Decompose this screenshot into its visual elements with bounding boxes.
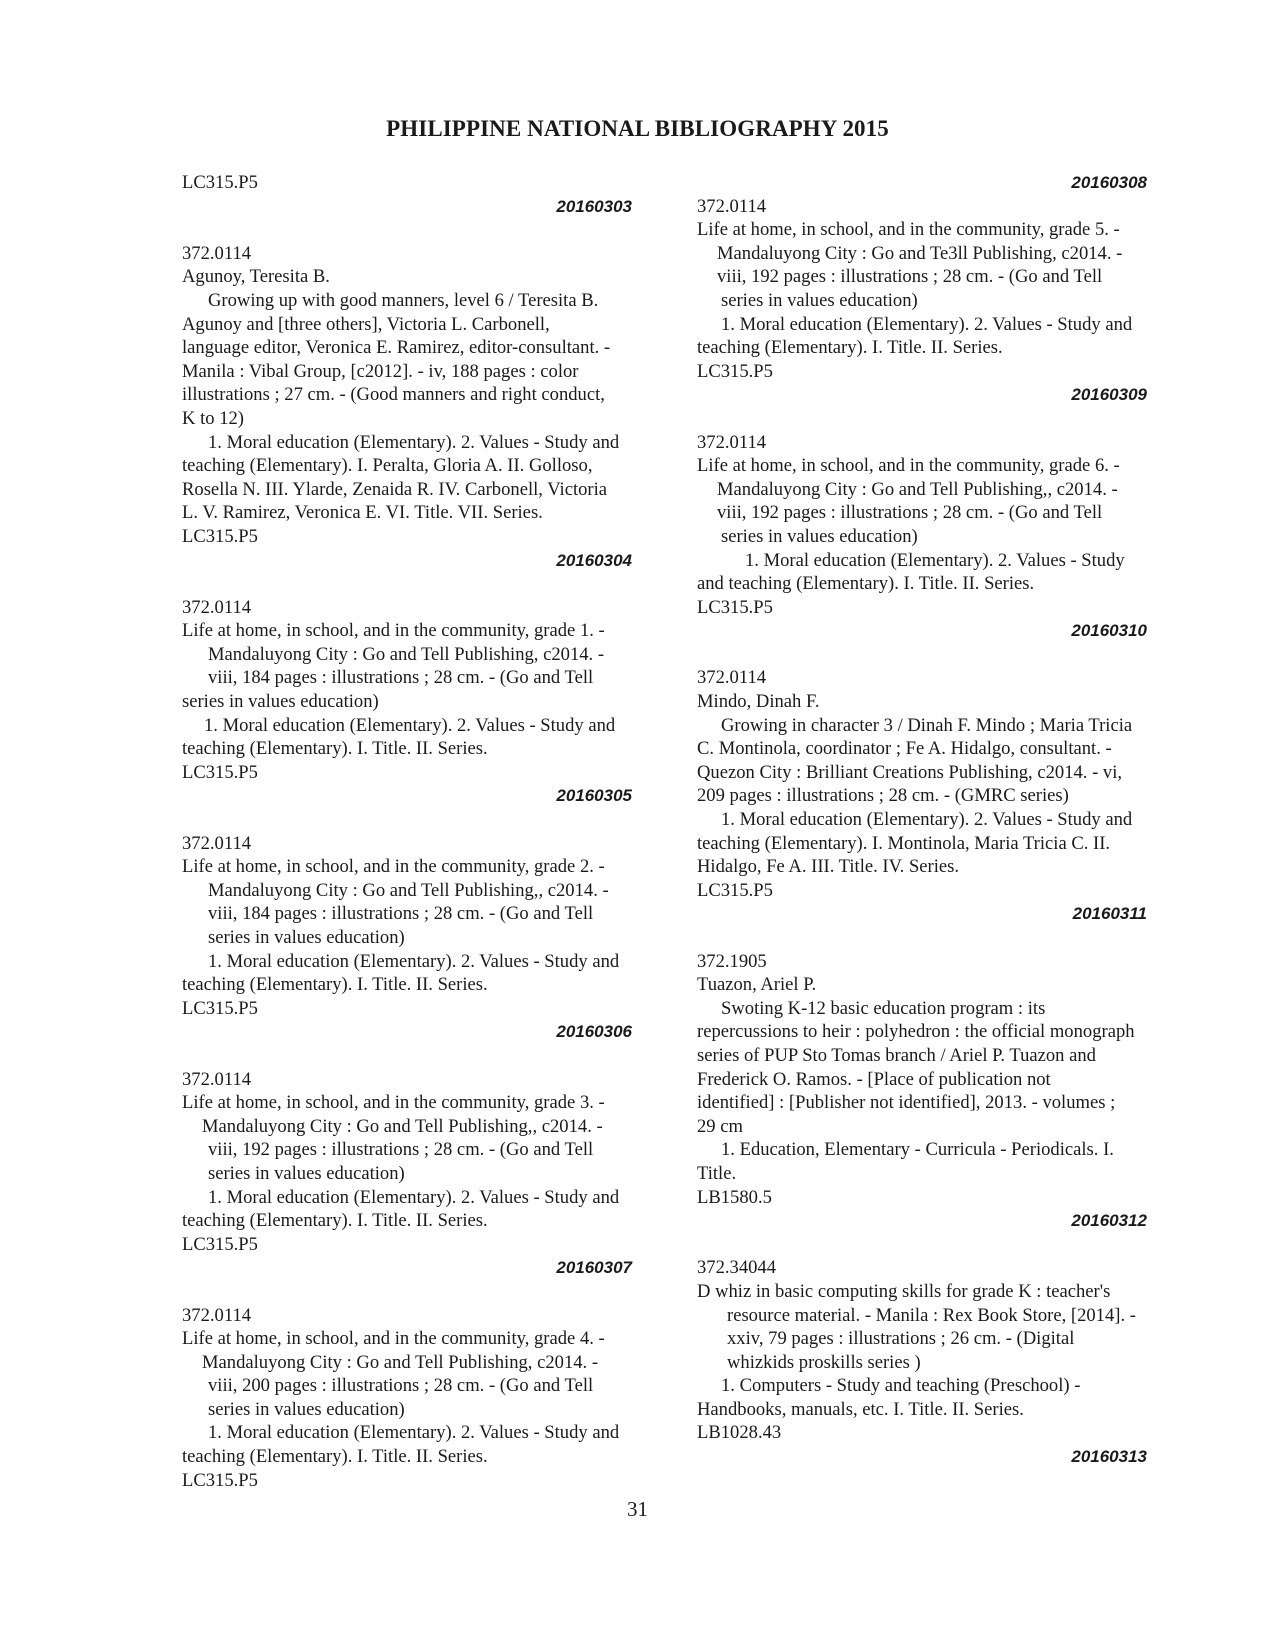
entry-text: and teaching (Elementary). I. Title. II. Series. bbox=[697, 573, 1035, 595]
record-number: 20160303 bbox=[556, 196, 632, 216]
entry-text: Hidalgo, Fe A. III. Title. IV. Series. bbox=[697, 856, 960, 878]
title-entry: Life at home, in school, and in the community, grade 1. - bbox=[182, 620, 605, 642]
call-number: LB1028.43 bbox=[697, 1422, 782, 1444]
imprint: Mandaluyong City : Go and Tell Publishing,, c2014. - bbox=[717, 478, 1118, 500]
title-entry: Life at home, in school, and in the community, grade 4. - bbox=[182, 1328, 605, 1350]
title-entry: D whiz in basic computing skills for grade K : teacher's bbox=[697, 1280, 1111, 1302]
entry-text: Quezon City : Brilliant Creations Publishing, c2014. - vi, bbox=[697, 761, 1123, 783]
description: viii, 184 pages : illustrations ; 28 cm. - (Go and Tell bbox=[208, 667, 594, 689]
imprint: Mandaluyong City : Go and Tell Publishing, c2014. - bbox=[202, 1351, 599, 1373]
entry-text: Title. bbox=[697, 1162, 737, 1184]
entry-text: Agunoy and [three others], Victoria L. Carbonell, bbox=[182, 313, 550, 335]
entry-text: language editor, Veronica E. Ramirez, editor-consultant. - bbox=[182, 337, 611, 359]
subjects: 1. Moral education (Elementary). 2. Values - Study and bbox=[204, 714, 616, 736]
subjects: 1. Moral education (Elementary). 2. Values - Study and bbox=[721, 313, 1133, 335]
blank-line bbox=[697, 407, 1187, 431]
record-number: 20160313 bbox=[1071, 1447, 1147, 1467]
title-entry: Life at home, in school, and in the community, grade 3. - bbox=[182, 1092, 605, 1114]
subjects: 1. Moral education (Elementary). 2. Values - Study and bbox=[208, 431, 620, 453]
call-number: LC315.P5 bbox=[182, 172, 258, 193]
entry-text: illustrations ; 27 cm. - (Good manners and right conduct, bbox=[182, 384, 605, 406]
call-number: LC315.P5 bbox=[182, 525, 258, 547]
record-number: 20160311 bbox=[1072, 904, 1147, 924]
series: series in values education) bbox=[721, 289, 918, 311]
entry-text: repercussions to heir : polyhedron : the official monograph bbox=[697, 1021, 1135, 1043]
imprint: Mandaluyong City : Go and Tell Publishing,, c2014. - bbox=[208, 879, 609, 901]
record-number: 20160310 bbox=[1071, 621, 1147, 641]
description: viii, 192 pages : illustrations ; 28 cm. - (Go and Tell bbox=[717, 502, 1103, 524]
entry-text: teaching (Elementary). I. Title. II. Series. bbox=[182, 974, 488, 996]
description: viii, 192 pages : illustrations ; 28 cm. - (Go and Tell bbox=[717, 266, 1103, 288]
class-number: 372.0114 bbox=[697, 431, 767, 453]
imprint: Mandaluyong City : Go and Tell Publishing, c2014. - bbox=[208, 643, 605, 665]
subjects: 1. Moral education (Elementary). 2. Values - Study and bbox=[208, 1422, 620, 1444]
record-number: 20160307 bbox=[556, 1258, 632, 1278]
title-entry: Life at home, in school, and in the community, grade 2. - bbox=[182, 856, 605, 878]
entry-text: teaching (Elementary). I. Title. II. Series. bbox=[182, 1210, 488, 1232]
entry-text: 209 pages : illustrations ; 28 cm. - (GMRC series) bbox=[697, 785, 1069, 807]
class-number: 372.0114 bbox=[697, 667, 767, 689]
page-number: 31 bbox=[627, 1497, 648, 1521]
subjects: 1. Education, Elementary - Curricula - Periodicals. I. bbox=[721, 1139, 1114, 1161]
blank-line bbox=[182, 1280, 672, 1304]
series: series in values education) bbox=[721, 525, 918, 547]
subjects: 1. Moral education (Elementary). 2. Values - Study bbox=[745, 549, 1125, 571]
series: whizkids proskills series ) bbox=[727, 1351, 921, 1373]
title-entry: Life at home, in school, and in the community, grade 6. - bbox=[697, 455, 1120, 477]
title-statement: Swoting K-12 basic education program : its bbox=[721, 997, 1046, 1019]
imprint: Mandaluyong City : Go and Te3ll Publishing, c2014. - bbox=[717, 242, 1123, 264]
class-number: 372.1905 bbox=[697, 950, 767, 972]
title-entry: Life at home, in school, and in the community, grade 5. - bbox=[697, 219, 1120, 241]
blank-line bbox=[697, 643, 1187, 667]
entry-text: L. V. Ramirez, Veronica E. VI. Title. VII. Series. bbox=[182, 502, 543, 524]
subjects: 1. Moral education (Elementary). 2. Values - Study and bbox=[208, 950, 620, 972]
title-statement: Growing up with good manners, level 6 / Teresita B. bbox=[208, 289, 599, 311]
call-number: LB1580.5 bbox=[697, 1186, 772, 1208]
record-number: 20160312 bbox=[1071, 1211, 1147, 1231]
record-number: 20160305 bbox=[556, 786, 632, 806]
class-number: 372.0114 bbox=[182, 596, 252, 618]
subjects: 1. Moral education (Elementary). 2. Values - Study and bbox=[721, 809, 1133, 831]
call-number: LC315.P5 bbox=[182, 761, 258, 783]
entry-text: teaching (Elementary). I. Peralta, Gloria A. II. Golloso, bbox=[182, 455, 593, 477]
entry-text: 29 cm bbox=[697, 1115, 743, 1137]
class-number: 372.0114 bbox=[182, 832, 252, 854]
call-number: LC315.P5 bbox=[697, 596, 773, 618]
entry-text: teaching (Elementary). I. Title. II. Series. bbox=[182, 738, 488, 760]
call-number: LC315.P5 bbox=[182, 1469, 258, 1491]
imprint: resource material. - Manila : Rex Book Store, [2014]. - bbox=[727, 1304, 1136, 1326]
series: series in values education) bbox=[182, 691, 379, 713]
author: Tuazon, Ariel P. bbox=[697, 974, 817, 996]
blank-line bbox=[182, 572, 672, 596]
series: series in values education) bbox=[208, 1162, 405, 1184]
call-number: LC315.P5 bbox=[697, 879, 773, 901]
blank-line bbox=[182, 1044, 672, 1068]
description: viii, 200 pages : illustrations ; 28 cm. - (Go and Tell bbox=[208, 1375, 594, 1397]
subjects: 1. Computers - Study and teaching (Preschool) - bbox=[721, 1375, 1081, 1397]
entry-text: Handbooks, manuals, etc. I. Title. II. Series. bbox=[697, 1398, 1024, 1420]
entry-text: C. Montinola, coordinator ; Fe A. Hidalgo, consultant. - bbox=[697, 738, 1112, 760]
entry-text: teaching (Elementary). I. Montinola, Maria Tricia C. II. bbox=[697, 832, 1111, 854]
description: viii, 184 pages : illustrations ; 28 cm. - (Go and Tell bbox=[208, 903, 594, 925]
right-column bbox=[697, 171, 1187, 1469]
class-number: 372.0114 bbox=[182, 242, 252, 264]
author: Agunoy, Teresita B. bbox=[182, 266, 330, 288]
record-number: 20160304 bbox=[556, 550, 632, 570]
entry-text: identified] : [Publisher not identified], 2013. - volumes ; bbox=[697, 1092, 1116, 1114]
description: viii, 192 pages : illustrations ; 28 cm. - (Go and Tell bbox=[208, 1139, 594, 1161]
author: Mindo, Dinah F. bbox=[697, 691, 820, 713]
call-number: LC315.P5 bbox=[182, 1233, 258, 1255]
entry-text: Manila : Vibal Group, [c2012]. - iv, 188 pages : color bbox=[182, 360, 579, 382]
class-number: 372.34044 bbox=[697, 1257, 777, 1279]
blank-line bbox=[697, 1233, 1187, 1257]
entry-text: Rosella N. III. Ylarde, Zenaida R. IV. Carbonell, Victoria bbox=[182, 478, 608, 500]
class-number: 372.0114 bbox=[182, 1068, 252, 1090]
class-number: 372.0114 bbox=[182, 1304, 252, 1326]
title-statement: Growing in character 3 / Dinah F. Mindo ; Maria Tricia bbox=[721, 714, 1133, 736]
description: xxiv, 79 pages : illustrations ; 26 cm. - (Digital bbox=[727, 1328, 1075, 1350]
left-column bbox=[182, 171, 672, 1492]
entry-text: teaching (Elementary). I. Title. II. Series. bbox=[697, 337, 1003, 359]
imprint: Mandaluyong City : Go and Tell Publishing,, c2014. - bbox=[202, 1115, 603, 1137]
entry-text: K to 12) bbox=[182, 407, 244, 429]
call-number: LC315.P5 bbox=[182, 997, 258, 1019]
blank-line bbox=[182, 808, 672, 832]
blank-line bbox=[182, 218, 672, 242]
entry-text: series of PUP Sto Tomas branch / Ariel P. Tuazon and bbox=[697, 1044, 1096, 1066]
series: series in values education) bbox=[208, 927, 405, 948]
page-title: PHILIPPINE NATIONAL BIBLIOGRAPHY 2015 bbox=[386, 116, 889, 141]
class-number: 372.0114 bbox=[697, 195, 767, 217]
subjects: 1. Moral education (Elementary). 2. Values - Study and bbox=[208, 1186, 620, 1208]
record-number: 20160308 bbox=[1071, 173, 1147, 192]
call-number: LC315.P5 bbox=[697, 360, 773, 382]
entry-text: teaching (Elementary). I. Title. II. Series. bbox=[182, 1446, 488, 1468]
entry-text: Frederick O. Ramos. - [Place of publication not bbox=[697, 1068, 1051, 1090]
record-number: 20160306 bbox=[556, 1022, 632, 1042]
blank-line bbox=[697, 926, 1187, 950]
series: series in values education) bbox=[208, 1398, 405, 1420]
record-number: 20160309 bbox=[1071, 385, 1147, 405]
